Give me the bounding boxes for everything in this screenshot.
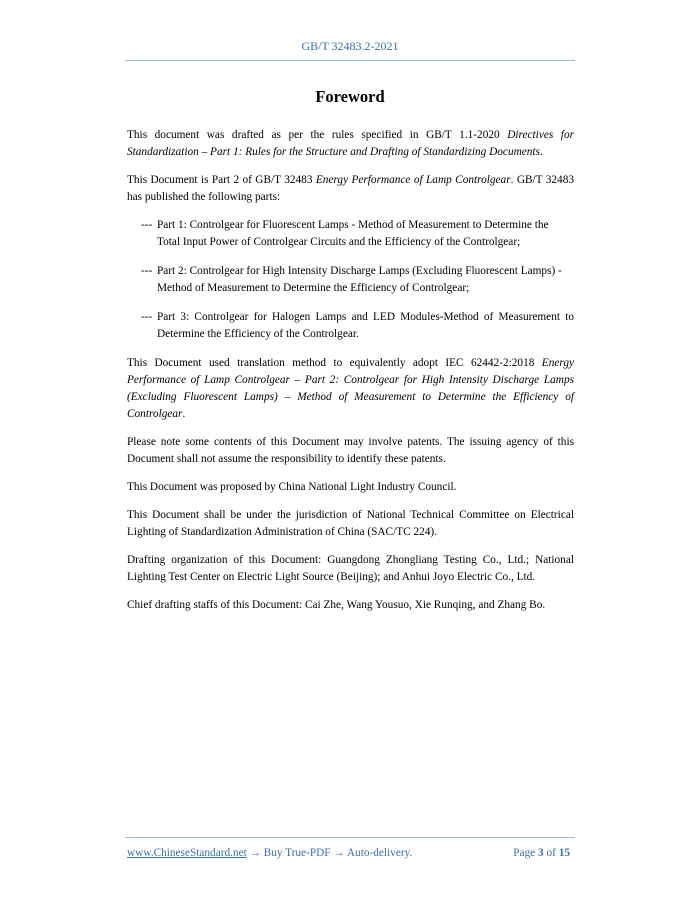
paragraph-jurisdiction: This Document shall be under the jurisdiction of National Technical Committee on Electrical Lighting of Standardization Administration of China (SAC/TC 224).: [127, 509, 574, 538]
footer-divider: [125, 837, 575, 838]
header-divider: [125, 60, 575, 61]
list-item-text: Part 2: Controlgear for High Intensity Discharge Lamps (Excluding Fluorescent Lamps) -Method of Measurement to Determine the Efficiency of Controlgear;: [157, 265, 562, 294]
paragraph-drafting-organization: Drafting organization of this Document: Guangdong Zhongliang Testing Co., Ltd.; National Lighting Test Center on Electric Light Source (Beijing); and Anhui Joyo Electric Co., Ltd.: [127, 554, 574, 583]
italic-title: Directives for Standardization – Part 1: Rules for the Structure and Drafting of Standardizing Documents: [127, 129, 574, 158]
paragraph-part-info: [127, 172, 574, 206]
website-link[interactable]: www.ChineseStandard.net: [127, 847, 247, 859]
paragraph-drafting-rules: [127, 127, 574, 161]
page-total: 15: [558, 847, 570, 859]
paragraph-text: . GB/T 32483 has published the following parts:: [127, 174, 574, 203]
list-item-text: Part 3: Controlgear for Halogen Lamps and LED Modules-Method of Measurement to Determine the Efficiency of the Controlgear.: [157, 311, 574, 340]
paragraph-text: .: [182, 408, 186, 420]
paragraph-text: This Document used translation method to equivalently adopt IEC 62442-2:2018: [127, 357, 542, 369]
running-header: GB/T 32483.2-2021: [301, 39, 399, 53]
paragraph-text: This Document is Part 2 of GB/T 32483: [127, 174, 316, 186]
list-item-text: Part 1: Controlgear for Fluorescent Lamps - Method of Measurement to Determine the Total Input Power of Controlgear Circuits and the Efficiency of the Controlgear;: [157, 219, 549, 248]
paragraph-proposed-by: This Document was proposed by China National Light Industry Council.: [127, 481, 457, 493]
paragraph-patents: Please note some contents of this Document may involve patents. The issuing agency of this Document shall not assume the responsibility to identify these patents.: [127, 436, 574, 465]
list-dash: ---: [141, 311, 153, 323]
paragraph-text: This document was drafted as per the rules specified in GB/T 1.1-2020: [127, 129, 508, 141]
footer: [127, 847, 574, 859]
paragraph-drafting-staff: Chief drafting staffs of this Document: Cai Zhe, Wang Yousuo, Xie Runqing, and Zhang Bo.: [127, 599, 546, 611]
promo-text: → Buy True-PDF → Auto-delivery.: [246, 847, 413, 859]
paragraph-adoption: [127, 355, 574, 423]
document-body: [127, 127, 574, 625]
list-dash: ---: [141, 219, 153, 231]
page-title: Foreword: [315, 87, 385, 106]
page-current: 3: [537, 847, 544, 859]
list-item: [127, 217, 574, 251]
list-item: [127, 309, 574, 343]
page-indicator: [513, 847, 570, 859]
page-of: of: [543, 847, 559, 859]
italic-title: Energy Performance of Lamp Controlgear – Part 2: Controlgear for High Intensity Discharge Lamps (Excluding Fluorescent Lamps) – Method of Measurement to Determine the Efficiency of Controlgear: [127, 357, 574, 420]
italic-title: Energy Performance of Lamp Controlgear: [315, 174, 511, 186]
list-dash: ---: [141, 265, 153, 277]
list-item: [127, 263, 574, 297]
page-label: Page: [513, 847, 538, 859]
paragraph-text: .: [539, 146, 543, 158]
